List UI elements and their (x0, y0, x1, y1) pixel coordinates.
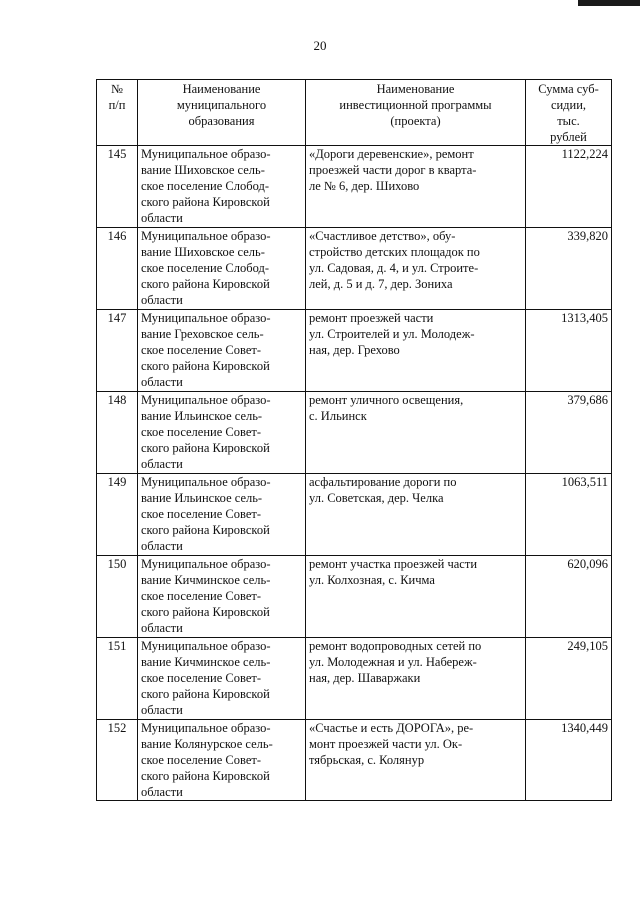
amount-cell: 379,686 (526, 392, 612, 474)
table-row (97, 720, 612, 801)
program-line: ул. Колхозная, с. Кичма (309, 573, 435, 587)
municipality-line: ское поселение Слобод- (141, 179, 269, 193)
municipality-line: Муниципальное образо- (141, 475, 271, 489)
header-municipality-line: муниципального (176, 98, 267, 112)
table-row (97, 392, 612, 474)
program-line: «Дороги деревенские», ремонт (309, 147, 474, 161)
municipality-line: ского района Кировской (141, 523, 270, 537)
municipality-line: вание Кичминское сель- (141, 655, 271, 669)
municipality-line: Муниципальное образо- (141, 311, 271, 325)
municipality-cell (138, 638, 306, 720)
program-line: асфальтирование дороги по (309, 475, 457, 489)
municipality-cell (138, 310, 306, 392)
program-line: стройство детских площадок по (309, 245, 480, 259)
table-row (97, 474, 612, 556)
program-line: ная, дер. Грехово (309, 343, 400, 357)
municipality-line: области (141, 703, 183, 717)
program-line: ул. Молодежная и ул. Набереж- (309, 655, 477, 669)
municipality-line: вание Кичминское сель- (141, 573, 271, 587)
program-cell (306, 228, 526, 310)
municipality-line: ское поселение Совет- (141, 671, 261, 685)
municipality-cell (138, 146, 306, 228)
program-line: лей, д. 5 и д. 7, дер. Зониха (309, 277, 453, 291)
scan-edge-mark (578, 0, 640, 6)
municipality-line: Муниципальное образо- (141, 147, 271, 161)
page-number: 20 (313, 38, 327, 53)
header-row (97, 80, 612, 146)
row-number: 151 (97, 638, 138, 720)
municipality-line: ского района Кировской (141, 277, 270, 291)
program-line: ул. Садовая, д. 4, и ул. Строите- (309, 261, 479, 275)
program-cell (306, 392, 526, 474)
header-municipality-line: Наименование (182, 82, 261, 96)
program-line: монт проезжей части ул. Ок- (309, 737, 463, 751)
municipality-cell (138, 474, 306, 556)
row-number: 150 (97, 556, 138, 638)
municipality-line: ского района Кировской (141, 359, 270, 373)
program-cell (306, 556, 526, 638)
municipality-line: ское поселение Слобод- (141, 261, 269, 275)
header-number-line: № (111, 82, 123, 96)
municipality-line: области (141, 785, 183, 799)
municipality-line: области (141, 539, 183, 553)
municipality-line: Муниципальное образо- (141, 229, 271, 243)
amount-cell: 1340,449 (526, 720, 612, 801)
program-line: ная, дер. Шаваржаки (309, 671, 421, 685)
row-number: 145 (97, 146, 138, 228)
program-cell (306, 474, 526, 556)
program-line: ле № 6, дер. Шихово (309, 179, 420, 193)
program-line: с. Ильинск (309, 409, 367, 423)
municipality-line: области (141, 293, 183, 307)
header-program-line: (проекта) (390, 114, 441, 128)
header-program-line: инвестиционной программы (339, 98, 492, 112)
header-amount-line: рублей (550, 130, 587, 144)
municipality-line: области (141, 457, 183, 471)
program-line: проезжей части дорог в кварта- (309, 163, 477, 177)
municipality-line: ское поселение Совет- (141, 425, 261, 439)
row-number: 148 (97, 392, 138, 474)
municipality-line: Муниципальное образо- (141, 721, 271, 735)
municipality-cell (138, 392, 306, 474)
municipality-line: вание Шиховское сель- (141, 245, 265, 259)
table-row (97, 310, 612, 392)
row-number: 146 (97, 228, 138, 310)
municipality-line: области (141, 621, 183, 635)
municipality-line: Муниципальное образо- (141, 557, 271, 571)
subsidy-table (96, 79, 612, 801)
municipality-line: ского района Кировской (141, 687, 270, 701)
municipality-line: ское поселение Совет- (141, 753, 261, 767)
table-row (97, 556, 612, 638)
municipality-line: вание Шиховское сель- (141, 163, 265, 177)
program-cell (306, 720, 526, 801)
municipality-line: вание Греховское сель- (141, 327, 264, 341)
program-line: ремонт проезжей части (309, 311, 434, 325)
municipality-line: ское поселение Совет- (141, 507, 261, 521)
program-cell (306, 146, 526, 228)
header-amount-line: тыс. (557, 114, 580, 128)
table-body (97, 146, 612, 801)
program-line: ремонт участка проезжей части (309, 557, 478, 571)
municipality-line: Муниципальное образо- (141, 639, 271, 653)
municipality-line: области (141, 375, 183, 389)
amount-cell: 1063,511 (526, 474, 612, 556)
amount-cell: 1313,405 (526, 310, 612, 392)
header-number (97, 80, 138, 146)
table-row (97, 638, 612, 720)
municipality-line: ского района Кировской (141, 769, 270, 783)
program-line: ул. Строителей и ул. Молодеж- (309, 327, 475, 341)
municipality-line: вание Колянурское сель- (141, 737, 273, 751)
municipality-cell (138, 720, 306, 801)
program-line: ремонт уличного освещения, (309, 393, 464, 407)
row-number: 147 (97, 310, 138, 392)
header-program (306, 80, 526, 146)
program-line: ул. Советская, дер. Челка (309, 491, 444, 505)
amount-cell: 339,820 (526, 228, 612, 310)
program-line: «Счастливое детство», обу- (309, 229, 456, 243)
header-program-line: Наименование (376, 82, 455, 96)
table-row (97, 146, 612, 228)
header-amount-line: Сумма суб- (538, 82, 599, 96)
header-amount-line: сидии, (550, 98, 587, 112)
header-municipality (138, 80, 306, 146)
program-cell (306, 310, 526, 392)
municipality-cell (138, 556, 306, 638)
municipality-line: ское поселение Совет- (141, 343, 261, 357)
table-row (97, 228, 612, 310)
municipality-line: области (141, 211, 183, 225)
row-number: 152 (97, 720, 138, 801)
municipality-cell (138, 228, 306, 310)
program-line: тябрьская, с. Колянур (309, 753, 425, 767)
header-amount (526, 80, 612, 146)
municipality-line: вание Ильинское сель- (141, 409, 263, 423)
municipality-line: ского района Кировской (141, 605, 270, 619)
program-cell (306, 638, 526, 720)
municipality-line: Муниципальное образо- (141, 393, 271, 407)
amount-cell: 249,105 (526, 638, 612, 720)
program-line: ремонт водопроводных сетей по (309, 639, 482, 653)
row-number: 149 (97, 474, 138, 556)
header-municipality-line: образования (188, 114, 255, 128)
municipality-line: ское поселение Совет- (141, 589, 261, 603)
header-number-line: п/п (108, 98, 126, 112)
municipality-line: ского района Кировской (141, 195, 270, 209)
amount-cell: 1122,224 (526, 146, 612, 228)
municipality-line: ского района Кировской (141, 441, 270, 455)
program-line: «Счастье и есть ДОРОГА», ре- (309, 721, 474, 735)
amount-cell: 620,096 (526, 556, 612, 638)
municipality-line: вание Ильинское сель- (141, 491, 263, 505)
